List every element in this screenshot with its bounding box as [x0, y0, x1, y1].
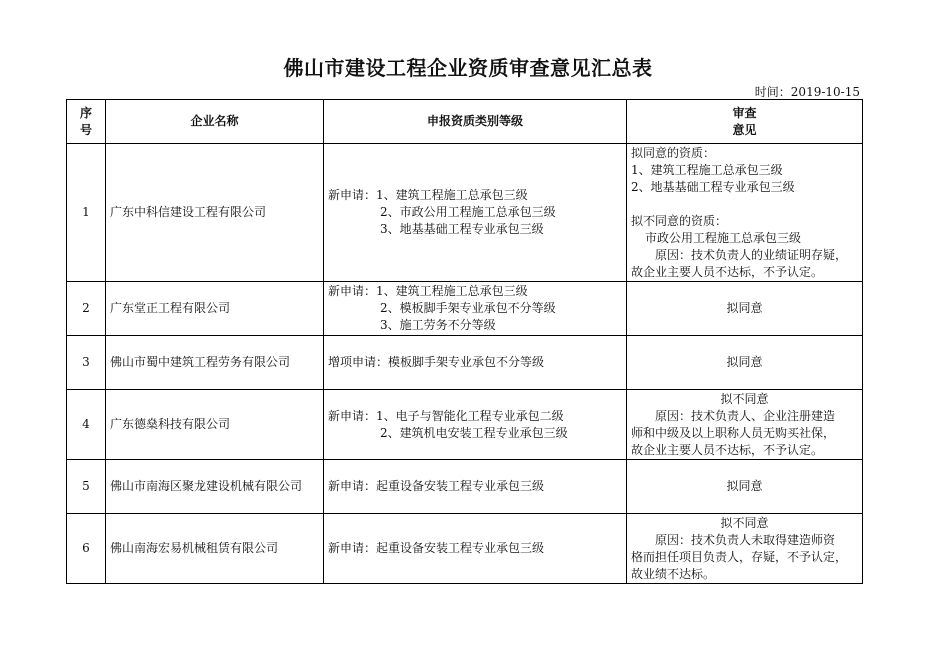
qualification-type: 新申请：起重设备安装工程专业承包三级 [324, 460, 627, 514]
row-number: 6 [67, 514, 106, 584]
row-number: 5 [67, 460, 106, 514]
qualification-type: 增项申请：模板脚手架专业承包不分等级 [324, 336, 627, 390]
review-opinion: 拟不同意 原因：技术负责人、企业注册建造 师和中级及以上职称人员无购买社保， 故企业主要人员不达标，不予认定。 [627, 390, 863, 460]
company-name: 佛山市蜀中建筑工程劳务有限公司 [106, 336, 324, 390]
review-opinion: 拟同意的资质： 1、建筑工程施工总承包三级 2、地基基础工程专业承包三级 拟不同意的资质： 市政公用工程施工总承包三级 原因：技术负责人的业绩证明存疑， 故企业主要人员不达标，不予认定。 [627, 144, 863, 282]
qualification-type: 新申请：1、建筑工程施工总承包三级 2、模板脚手架专业承包不分等级 3、施工劳务不分等级 [324, 282, 627, 336]
header-opinion: 审查 意见 [627, 100, 863, 144]
company-name: 广东堂正工程有限公司 [106, 282, 324, 336]
header-company: 企业名称 [106, 100, 324, 144]
qualification-type: 新申请：1、电子与智能化工程专业承包二级 2、建筑机电安装工程专业承包三级 [324, 390, 627, 460]
company-name: 佛山市南海区聚龙建设机械有限公司 [106, 460, 324, 514]
company-name: 广东中科信建设工程有限公司 [106, 144, 324, 282]
company-name: 佛山南海宏易机械租赁有限公司 [106, 514, 324, 584]
row-number: 2 [67, 282, 106, 336]
table-row [67, 460, 863, 514]
table-header-row [67, 100, 863, 144]
review-opinion: 拟同意 [627, 336, 863, 390]
qualification-type: 新申请：起重设备安装工程专业承包三级 [324, 514, 627, 584]
qualification-type: 新申请：1、建筑工程施工总承包三级 2、市政公用工程施工总承包三级 3、地基基础工程专业承包三级 [324, 144, 627, 282]
row-number: 3 [67, 336, 106, 390]
company-name: 广东德燊科技有限公司 [106, 390, 324, 460]
review-summary-table [66, 99, 863, 584]
review-opinion: 拟同意 [627, 282, 863, 336]
report-date: 时间：2019-10-15 [754, 85, 860, 99]
table-row [67, 336, 863, 390]
header-no: 序 号 [67, 100, 106, 144]
row-number: 1 [67, 144, 106, 282]
header-type: 申报资质类别等级 [324, 100, 627, 144]
row-number: 4 [67, 390, 106, 460]
table-row [67, 514, 863, 584]
table-row [67, 282, 863, 336]
page-title: 佛山市建设工程企业资质审查意见汇总表 [283, 56, 653, 80]
review-opinion: 拟同意 [627, 460, 863, 514]
table-row [67, 144, 863, 282]
table-row [67, 390, 863, 460]
review-opinion: 拟不同意 原因：技术负责人未取得建造师资 格而担任项目负责人，存疑，不予认定， 故业绩不达标。 [627, 514, 863, 584]
